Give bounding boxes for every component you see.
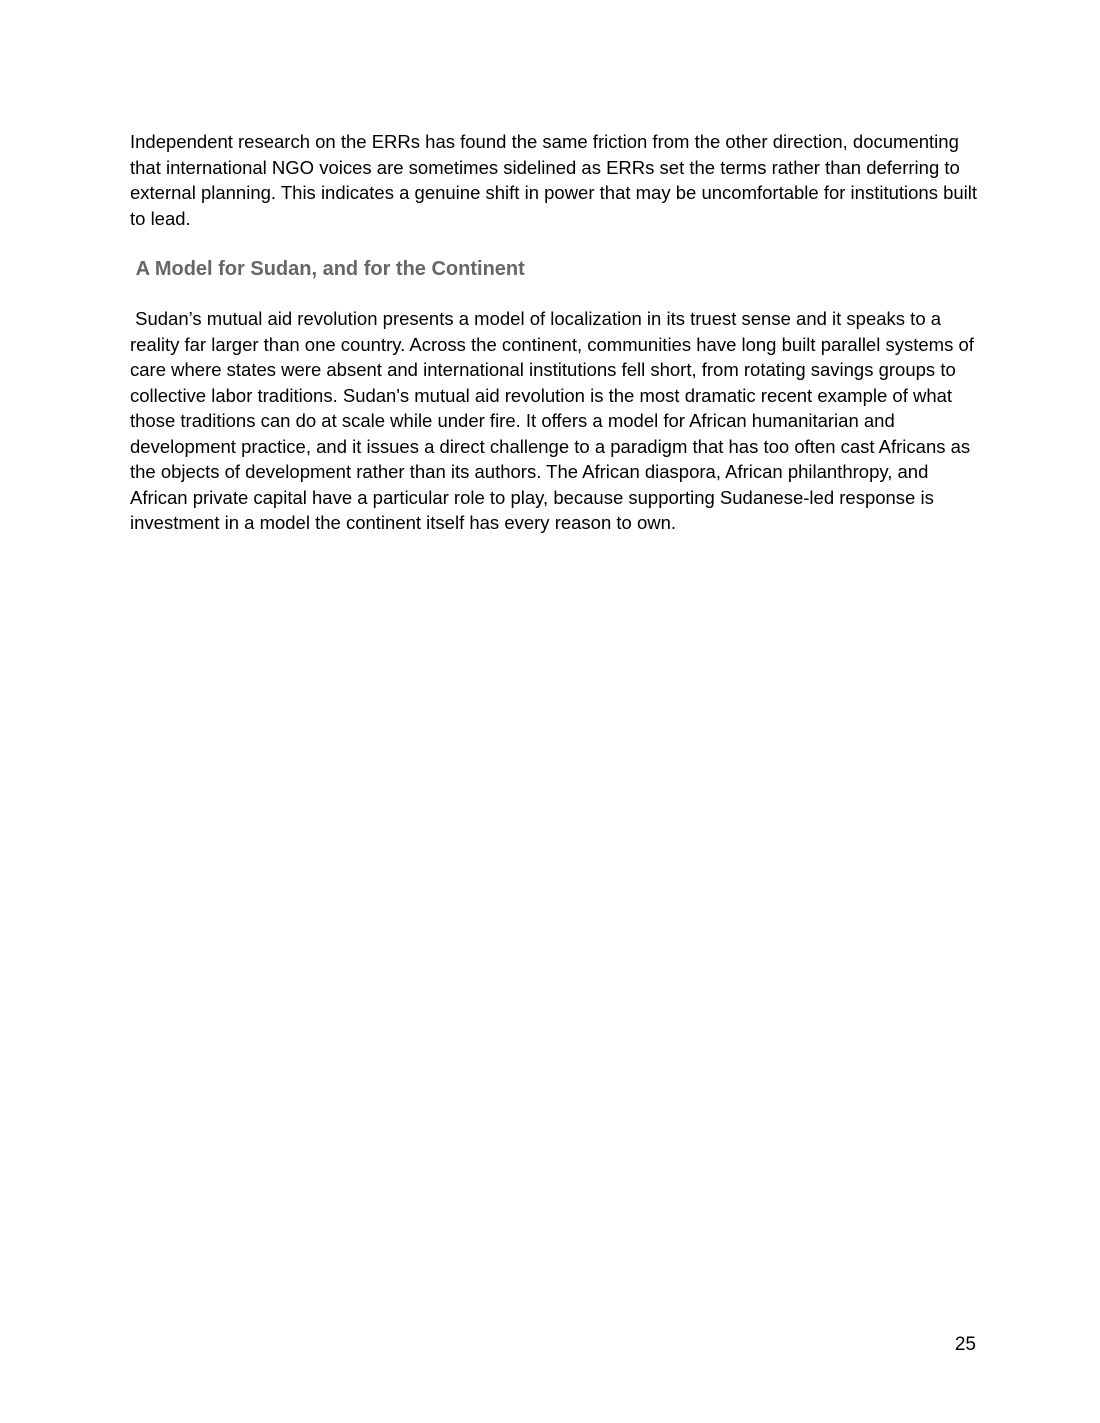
body-paragraph-errs-friction: Independent research on the ERRs has found the same friction from the other direction, documenting that international NGO voices are sometimes sidelined as ERRs set the terms rather than deferring to external planning. This indicates a genuine shift in power that may be uncomfortable for institutions built to lead. xyxy=(130,131,983,229)
section-heading: A Model for Sudan, and for the Continent xyxy=(130,258,525,280)
page-number: 25 xyxy=(954,1334,976,1355)
body-paragraph-mutual-aid-model: Sudan’s mutual aid revolution presents a model of localization in its truest sense and it speaks to a reality far larger than one country. Across the continent, communities have long built parallel systems of care where states were absent and international institutions fell short, from rotating savings groups to collective labor traditions. Sudan's mutual aid revolution is the most dramatic recent example of what those traditions can do at scale while under fire. It offers a model for African humanitarian and development practice, and it issues a direct challenge to a paradigm that has too often cast Africans as the objects of development rather than its authors. The African diaspora, African philanthropy, and African private capital have a particular role to play, because supporting Sudanese-led response is investment in a model the continent itself has every reason to own. xyxy=(130,308,980,533)
